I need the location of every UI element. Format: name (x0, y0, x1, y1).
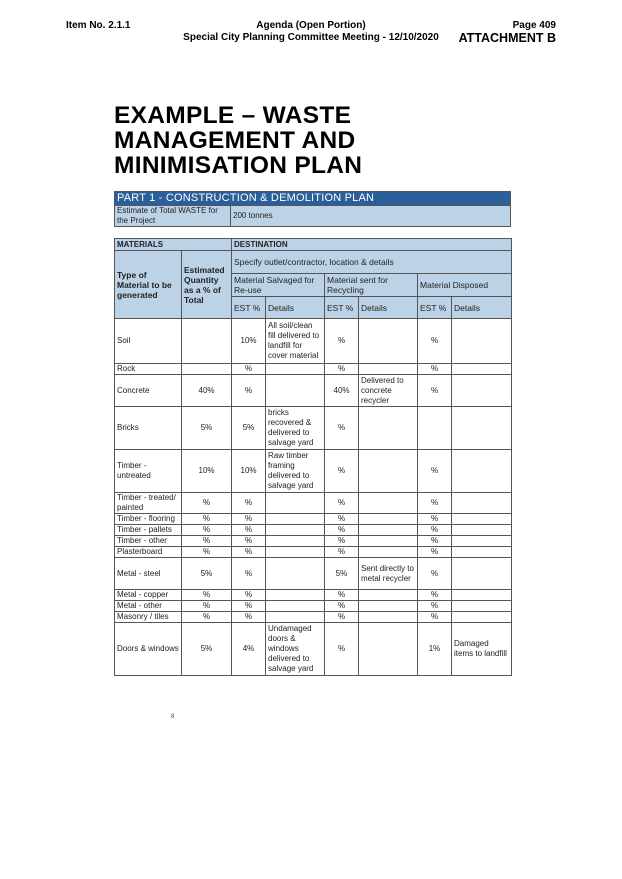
disposed-est-cell: % (418, 536, 452, 547)
salvaged-details-cell (266, 536, 325, 547)
salvaged-details-header: Details (266, 297, 325, 319)
type-header: Type of Material to be generated (115, 251, 182, 319)
disposed-details-cell (452, 558, 512, 590)
salvaged-est-cell: % (232, 375, 266, 407)
quantity-cell: 5% (182, 623, 232, 676)
disposed-details-cell (452, 612, 512, 623)
material-type-cell: Metal - steel (115, 558, 182, 590)
table-row (115, 558, 512, 590)
disposed-details-cell (452, 375, 512, 407)
disposed-details-cell (452, 514, 512, 525)
table-row (115, 450, 512, 493)
quantity-cell: % (182, 536, 232, 547)
disposed-details-cell (452, 590, 512, 601)
material-type-cell: Metal - copper (115, 590, 182, 601)
disposed-est-cell: 1% (418, 623, 452, 676)
material-type-cell: Timber - treated/ painted (115, 493, 182, 514)
salvaged-est-header: EST % (232, 297, 266, 319)
disposed-details-cell (452, 450, 512, 493)
salvaged-est-cell: 10% (232, 450, 266, 493)
disposed-est-cell: % (418, 590, 452, 601)
disposed-est-cell: % (418, 525, 452, 536)
material-type-cell: Soil (115, 319, 182, 364)
material-type-cell: Rock (115, 364, 182, 375)
attachment-label: ATTACHMENT B (458, 31, 556, 45)
disposed-est-cell: % (418, 493, 452, 514)
recycling-est-cell: % (325, 407, 359, 450)
salvaged-details-cell (266, 590, 325, 601)
salvaged-details-cell (266, 514, 325, 525)
recycling-details-cell: Sent directly to metal recycler (359, 558, 418, 590)
salvaged-est-cell: % (232, 601, 266, 612)
estimate-value: 200 tonnes (231, 206, 511, 227)
recycling-est-cell: % (325, 450, 359, 493)
material-type-cell: Metal - other (115, 601, 182, 612)
recycling-details-cell (359, 493, 418, 514)
meeting-line: Special City Planning Committee Meeting - 12/10/2020 (183, 32, 439, 43)
item-number: Item No. 2.1.1 (66, 20, 131, 31)
salvaged-est-cell: 4% (232, 623, 266, 676)
recycling-header: Material sent for Recycling (325, 274, 418, 297)
quantity-cell: 5% (182, 558, 232, 590)
disposed-details-cell (452, 525, 512, 536)
salvaged-est-cell: % (232, 590, 266, 601)
salvaged-details-cell (266, 525, 325, 536)
recycling-est-cell: % (325, 612, 359, 623)
recycling-est-cell: 5% (325, 558, 359, 590)
quantity-cell: % (182, 493, 232, 514)
table-row (115, 319, 512, 364)
disposed-details-cell: Damaged items to landfill (452, 623, 512, 676)
specify-header: Specify outlet/contractor, location & details (232, 251, 512, 274)
disposed-est-cell (418, 407, 452, 450)
quantity-cell: % (182, 601, 232, 612)
recycling-est-cell: % (325, 536, 359, 547)
disposed-details-header: Details (452, 297, 512, 319)
table-row (115, 375, 512, 407)
estimate-label: Estimate of Total WASTE for the Project (115, 206, 231, 227)
quantity-cell: % (182, 525, 232, 536)
recycling-est-cell: % (325, 493, 359, 514)
recycling-details-cell (359, 525, 418, 536)
disposed-est-cell: % (418, 319, 452, 364)
table-row (115, 547, 512, 558)
page-label: Page 409 (512, 20, 556, 31)
disposed-est-cell: % (418, 364, 452, 375)
material-type-cell: Timber - flooring (115, 514, 182, 525)
agenda-title: Agenda (Open Portion) (256, 20, 366, 31)
recycling-details-cell: Delivered to concrete recycler (359, 375, 418, 407)
table-row (115, 536, 512, 547)
disposed-details-cell (452, 547, 512, 558)
recycling-details-cell (359, 364, 418, 375)
recycling-est-cell: % (325, 525, 359, 536)
quantity-cell: 5% (182, 407, 232, 450)
salvaged-details-cell (266, 364, 325, 375)
recycling-details-cell (359, 590, 418, 601)
table-row (115, 590, 512, 601)
material-type-cell: Masonry / tiles (115, 612, 182, 623)
quantity-cell (182, 364, 232, 375)
recycling-details-cell (359, 514, 418, 525)
title-line-1: EXAMPLE – WASTE (114, 102, 352, 129)
part1-table (114, 191, 511, 227)
recycling-est-cell: % (325, 623, 359, 676)
disposed-details-cell (452, 601, 512, 612)
salvaged-est-cell: % (232, 612, 266, 623)
part1-heading: PART 1 - CONSTRUCTION & DEMOLITION PLAN (115, 192, 511, 206)
salvaged-details-cell (266, 375, 325, 407)
title-line-3: MINIMISATION PLAN (114, 152, 363, 179)
table-row (115, 525, 512, 536)
salvaged-est-cell: % (232, 364, 266, 375)
salvaged-est-cell: % (232, 558, 266, 590)
salvaged-details-cell (266, 547, 325, 558)
table-row (115, 364, 512, 375)
salvaged-est-cell: 10% (232, 319, 266, 364)
recycling-details-cell (359, 536, 418, 547)
recycling-est-cell: % (325, 601, 359, 612)
table-row (115, 623, 512, 676)
materials-header: MATERIALS (115, 239, 232, 251)
recycling-est-cell: % (325, 319, 359, 364)
recycling-details-cell (359, 612, 418, 623)
table-row (115, 514, 512, 525)
recycling-est-cell: % (325, 547, 359, 558)
table-row (115, 493, 512, 514)
salvaged-est-cell: % (232, 536, 266, 547)
disposed-est-cell: % (418, 450, 452, 493)
quantity-cell: 40% (182, 375, 232, 407)
table-row (115, 601, 512, 612)
disposed-details-cell (452, 407, 512, 450)
quantity-cell: % (182, 612, 232, 623)
material-type-cell: Timber - other (115, 536, 182, 547)
material-type-cell: Bricks (115, 407, 182, 450)
salvaged-est-cell: 5% (232, 407, 266, 450)
recycling-details-cell (359, 407, 418, 450)
recycling-est-header: EST % (325, 297, 359, 319)
recycling-details-header: Details (359, 297, 418, 319)
quantity-header: Estimated Quantity as a % of Total (182, 251, 232, 319)
recycling-details-cell (359, 319, 418, 364)
material-type-cell: Timber - untreated (115, 450, 182, 493)
disposed-header: Material Disposed (418, 274, 512, 297)
table-row (115, 407, 512, 450)
salvaged-est-cell: % (232, 493, 266, 514)
salvaged-est-cell: % (232, 525, 266, 536)
quantity-cell: % (182, 590, 232, 601)
page-number: 8 (171, 714, 175, 720)
salvaged-header: Material Salvaged for Re-use (232, 274, 325, 297)
disposed-est-cell: % (418, 558, 452, 590)
recycling-est-cell: % (325, 364, 359, 375)
recycling-details-cell (359, 547, 418, 558)
salvaged-est-cell: % (232, 547, 266, 558)
salvaged-details-cell: Undamaged doors & windows delivered to salvage yard (266, 623, 325, 676)
quantity-cell (182, 319, 232, 364)
disposed-est-cell: % (418, 612, 452, 623)
materials-table (114, 238, 512, 676)
disposed-est-header: EST % (418, 297, 452, 319)
material-type-cell: Doors & windows (115, 623, 182, 676)
table-row (115, 612, 512, 623)
salvaged-details-cell (266, 558, 325, 590)
salvaged-details-cell: bricks recovered & delivered to salvage yard (266, 407, 325, 450)
quantity-cell: % (182, 514, 232, 525)
recycling-est-cell: % (325, 514, 359, 525)
disposed-est-cell: % (418, 514, 452, 525)
salvaged-details-cell (266, 612, 325, 623)
disposed-details-cell (452, 536, 512, 547)
disposed-details-cell (452, 319, 512, 364)
title-line-2: MANAGEMENT AND (114, 127, 356, 154)
recycling-details-cell (359, 623, 418, 676)
disposed-est-cell: % (418, 547, 452, 558)
recycling-est-cell: 40% (325, 375, 359, 407)
salvaged-details-cell (266, 493, 325, 514)
quantity-cell: % (182, 547, 232, 558)
salvaged-details-cell: All soil/clean fill delivered to landfill for cover material (266, 319, 325, 364)
material-type-cell: Timber - pallets (115, 525, 182, 536)
salvaged-details-cell: Raw timber framing delivered to salvage yard (266, 450, 325, 493)
material-type-cell: Plasterboard (115, 547, 182, 558)
destination-header: DESTINATION (232, 239, 512, 251)
recycling-details-cell (359, 601, 418, 612)
recycling-est-cell: % (325, 590, 359, 601)
salvaged-est-cell: % (232, 514, 266, 525)
salvaged-details-cell (266, 601, 325, 612)
recycling-details-cell (359, 450, 418, 493)
disposed-est-cell: % (418, 375, 452, 407)
disposed-details-cell (452, 364, 512, 375)
disposed-details-cell (452, 493, 512, 514)
page-title (114, 103, 514, 178)
disposed-est-cell: % (418, 601, 452, 612)
quantity-cell: 10% (182, 450, 232, 493)
material-type-cell: Concrete (115, 375, 182, 407)
